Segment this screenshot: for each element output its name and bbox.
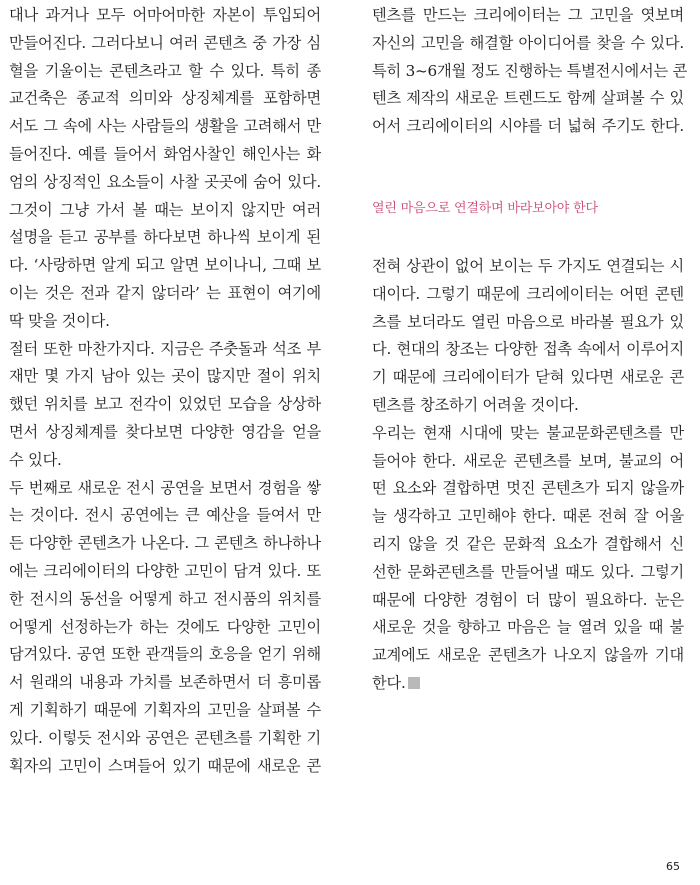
final-text: 한다. — [372, 673, 406, 692]
text-line: 기 때문에 크리에이터가 닫혀 있다면 새로운 콘 — [372, 368, 684, 387]
text-line: 텐츠 제작의 새로운 트렌드도 함께 살펴볼 수 있 — [372, 89, 684, 108]
text-line: 교계에도 새로운 콘텐츠가 나오지 않을까 기대 — [372, 646, 684, 665]
text-line: 든 다양한 콘텐츠가 나온다. 그 콘텐츠 하나하나 — [9, 534, 321, 553]
text-line: 다. ‘사랑하면 알게 되고 알면 보이나니, 그때 보 — [9, 256, 321, 275]
left-text-column — [9, 2, 321, 780]
text-line: 두 번째로 새로운 전시 공연을 보면서 경험을 쌓 — [9, 478, 321, 497]
end-mark-icon — [408, 677, 420, 689]
text-line: 게 기획하기 때문에 기획자의 고민을 살펴볼 수 — [9, 700, 321, 719]
text-line: 딱 맞을 것이다. — [9, 311, 110, 330]
text-line: 했던 위치를 보고 전각이 있었던 모습을 상상하 — [9, 395, 321, 414]
text-line: 대나 과거나 모두 어마어마한 자본이 투입되어 — [9, 6, 321, 24]
text-line: 수 있다. — [9, 450, 62, 469]
text-line: 서도 그 속에 사는 사람들의 생활을 고려해서 만 — [9, 117, 321, 136]
text-line: 혈을 기울이는 콘텐츠라고 할 수 있다. 특히 종 — [9, 61, 321, 80]
text-line: 대이다. 그렇기 때문에 크리에이터는 어떤 콘텐 — [372, 284, 684, 303]
text-line: 이는 것은 전과 같지 않더라’ 는 표현이 여기에 — [9, 283, 321, 302]
text-line: 특히 3~6개월 정도 진행하는 특별전시에서는 콘 — [372, 61, 688, 80]
text-line: 는 것이다. 전시 공연에는 큰 예산을 들여서 만 — [9, 506, 321, 525]
text-line: 들어야 한다. 새로운 콘텐츠를 보며, 불교의 어 — [372, 451, 684, 470]
text-line: 새로운 것을 향하고 마음은 늘 열려 있을 때 불 — [372, 618, 684, 637]
text-line: 에는 크리에이터의 다양한 고민이 담겨 있다. 또 — [9, 561, 321, 580]
text-line: 츠를 보더라도 열린 마음으로 바라볼 필요가 있 — [372, 312, 684, 331]
text-line: 텐츠를 창조하기 어려울 것이다. — [372, 395, 579, 414]
right-text-column-bottom — [372, 253, 684, 698]
text-line: 전혀 상관이 없어 보이는 두 가지도 연결되는 시 — [372, 257, 684, 275]
text-line: 서 원래의 내용과 가치를 보존하면서 더 흥미롭 — [9, 673, 321, 692]
page-number: 65 — [666, 860, 680, 873]
text-line: 선한 문화콘텐츠를 만들어낼 때도 있다. 그렇기 — [372, 562, 684, 581]
section-heading: 열린 마음으로 연결하며 바라보아야 한다 — [372, 201, 598, 216]
text-line: 면서 상징체계를 찾다보면 다양한 영감을 얻을 — [9, 422, 321, 441]
text-line: 획자의 고민이 스며들어 있기 때문에 새로운 콘 — [9, 756, 321, 775]
text-line: 들어진다. 예를 들어서 화엄사찰인 해인사는 화 — [9, 144, 321, 163]
text-line: 우리는 현재 시대에 맞는 불교문화콘텐츠를 만 — [372, 423, 684, 442]
text-line: 어서 크리에이터의 시야를 더 넓혀 주기도 한다. — [372, 117, 684, 136]
text-line: 리지 않을 것 같은 문화적 요소가 결합해서 신 — [372, 534, 684, 553]
text-line: 교건축은 종교적 의미와 상징체계를 포함하면 — [9, 89, 321, 108]
text-line: 재만 몇 가지 남아 있는 곳이 많지만 절이 위치 — [9, 367, 321, 386]
text-line: 설명을 듣고 공부를 하다보면 하나씩 보이게 된 — [9, 228, 321, 247]
text-line: 때문에 다양한 경험이 더 많이 필요하다. 눈은 — [372, 590, 684, 609]
text-line: 만들어진다. 그러다보니 여러 콘텐츠 중 가장 심 — [9, 33, 321, 52]
text-line: 그것이 그냥 가서 볼 때는 보이지 않지만 여러 — [9, 200, 321, 219]
text-line: 담겨있다. 공연 또한 관객들의 호응을 얻기 위해 — [9, 645, 321, 664]
text-line: 어떻게 선정하는가 하는 것에도 다양한 고민이 — [9, 617, 321, 636]
text-line: 텐츠를 만드는 크리에이터는 그 고민을 엿보며 — [372, 6, 684, 24]
text-line: 늘 생각하고 고민해야 한다. 때론 전혀 잘 어울 — [372, 507, 684, 526]
text-line: 다. 현대의 창조는 다양한 접촉 속에서 이루어지 — [372, 340, 684, 359]
text-line-final — [372, 670, 684, 698]
right-text-column-top — [372, 2, 688, 141]
text-line: 있다. 이렇듯 전시와 공연은 콘텐츠를 기획한 기 — [9, 728, 321, 747]
text-line: 절터 또한 마찬가지다. 지금은 주춧돌과 석조 부 — [9, 339, 321, 358]
text-line: 한 전시의 동선을 어떻게 하고 전시품의 위치를 — [9, 589, 321, 608]
text-line: 자신의 고민을 해결할 아이디어를 찾을 수 있다. — [372, 33, 684, 52]
text-line: 엄의 상징적인 요소들이 사찰 곳곳에 숨어 있다. — [9, 172, 321, 191]
text-line: 떤 요소와 결합하면 멋진 콘텐츠가 되지 않을까 — [372, 479, 684, 498]
